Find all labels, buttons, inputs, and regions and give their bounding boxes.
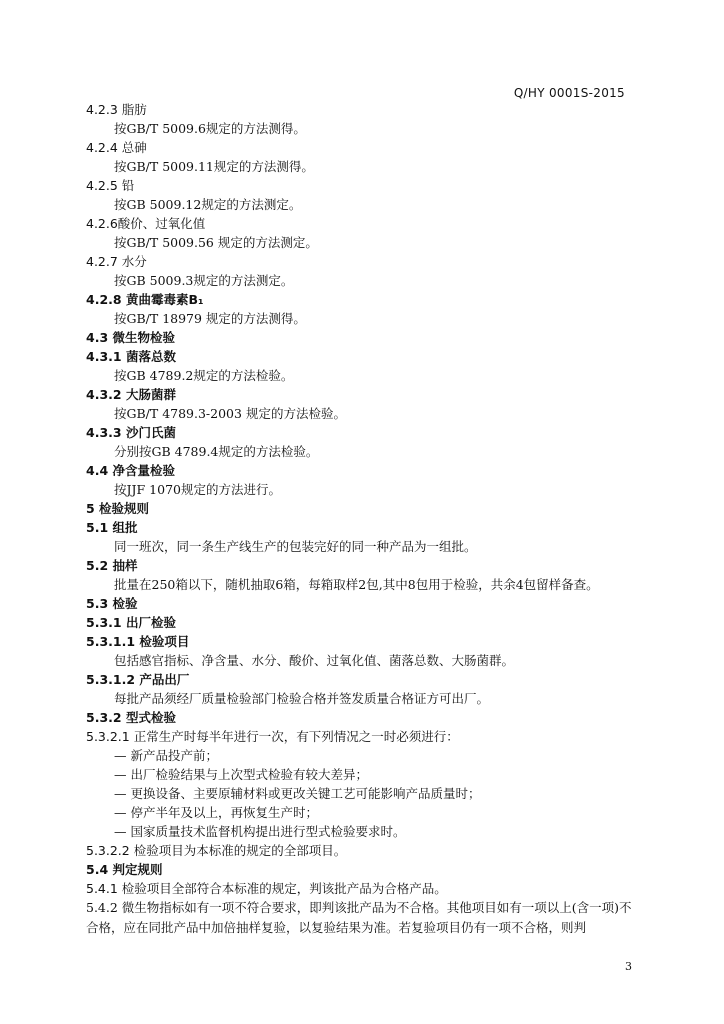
section-heading: 5.3.1.2 产品出厂 [86,672,190,687]
body-text-line: 按GB/T 5009.11规定的方法测得。 [114,159,314,174]
section-heading: 5.3.1 出厂检验 [86,615,176,630]
document-code-header: Q/HY 0001S-2015 [513,86,625,100]
body-text-line: — 更换设备、主要原辅材料或更改关键工艺可能影响产品质量时； [114,786,481,801]
body-text-line: — 国家质量技术监督机构提出进行型式检验要求时。 [114,824,406,839]
section-heading: 5.3 检验 [86,596,138,611]
section-heading: 4.2.4 总砷 [86,140,147,155]
paragraph: 5.4.2 微生物指标如有一项不符合要求，即判该批产品为不合格。其他项目如有一项以上(含一项)不合格，应在同批产品中加倍抽样复验，以复验结果为准。若复验项目仍有一项不合格，则判 [86,900,632,935]
section-heading: 4.2.7 水分 [86,254,147,269]
section-heading: 5.3.2.2 检验项目为本标准的规定的全部项目。 [86,843,347,858]
section-heading: 5.3.2.1 正常生产时每半年进行一次，有下列情况之一时必须进行： [86,729,459,744]
body-text-line: 按JJF 1070规定的方法进行。 [114,482,281,497]
body-text-line: 批量在250箱以下，随机抽取6箱，每箱取样2包,其中8包用于检验，共余4包留样备查。 [114,577,599,592]
document-body [86,100,636,938]
body-text-line: 按GB/T 5009.56 规定的方法测定。 [114,235,318,250]
section-heading: 4.2.6酸价、过氧化值 [86,216,206,231]
section-heading: 4.3.2 大肠菌群 [86,387,176,402]
body-text-line: 按GB 4789.2规定的方法检验。 [114,368,294,383]
section-heading: 4.3 微生物检验 [86,330,175,345]
body-text-line: 包括感官指标、净含量、水分、酸价、过氧化值、菌落总数、大肠菌群。 [114,653,515,668]
body-text-line: — 停产半年及以上，再恢复生产时； [114,805,318,820]
body-text-line: 按GB 5009.12规定的方法测定。 [114,197,302,212]
body-text-line: — 出厂检验结果与上次型式检验有较大差异； [114,767,368,782]
body-text-line: 按GB/T 18979 规定的方法测得。 [114,311,306,326]
section-heading: 4.2.5 铅 [86,178,135,193]
body-text-line: 同一班次，同一条生产线生产的包装完好的同一种产品为一组批。 [114,539,477,554]
section-heading: 5.1 组批 [86,520,138,535]
body-text-line: 按GB/T 4789.3-2003 规定的方法检验。 [114,406,346,421]
body-text-line: 每批产品须经厂质量检验部门检验合格并签发质量合格证方可出厂。 [114,691,490,706]
body-text-line: 按GB/T 5009.6规定的方法测得。 [114,121,306,136]
section-heading: 5.2 抽样 [86,558,138,573]
section-heading: 4.4 净含量检验 [86,463,175,478]
section-heading: 4.2.8 黄曲霉毒素B₁ [86,292,204,307]
section-heading: 5.4 判定规则 [86,862,163,877]
section-heading: 4.3.3 沙门氏菌 [86,425,176,440]
section-heading: 5.3.1.1 检验项目 [86,634,190,649]
body-text-line: — 新产品投产前； [114,748,218,763]
section-heading: 5 检验规则 [86,501,150,516]
body-text-line: 分别按GB 4789.4规定的方法检验。 [114,444,319,459]
page-number: 3 [625,960,632,973]
section-heading: 4.3.1 菌落总数 [86,349,176,364]
section-heading: 5.4.1 检验项目全部符合本标准的规定，判该批产品为合格产品。 [86,881,447,896]
section-heading: 5.3.2 型式检验 [86,710,176,725]
body-text-line: 按GB 5009.3规定的方法测定。 [114,273,294,288]
section-heading: 4.2.3 脂肪 [86,102,147,117]
